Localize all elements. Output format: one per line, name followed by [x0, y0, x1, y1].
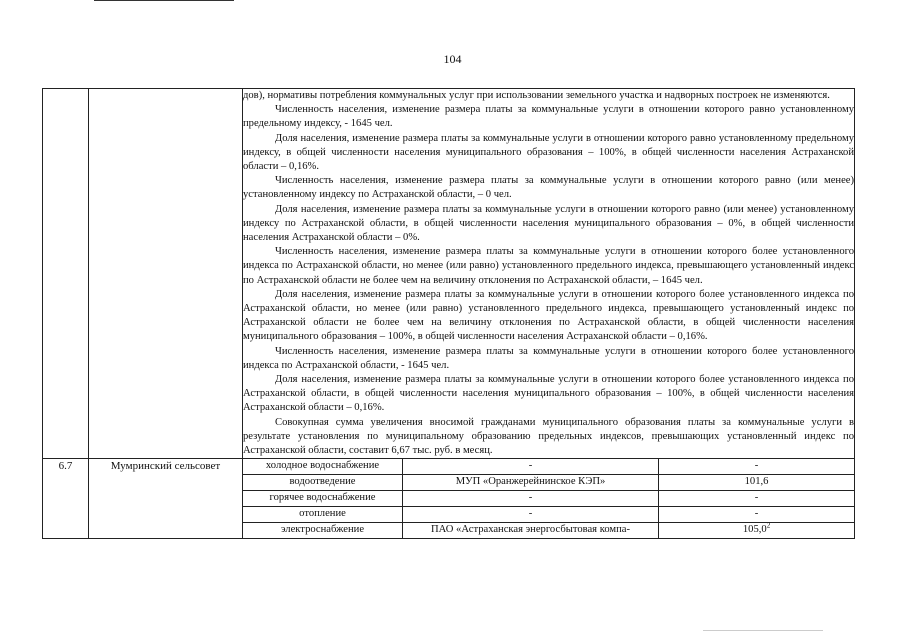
paragraph: Доля населения, изменение размера платы за коммунальные услуги в отношении которого более установленного индекса по Астраханской области, в общей численности населения муниципального образования – 100%, в общей численности населения Астраханской области – 0,16%.: [243, 374, 855, 414]
municipality-name: Мумринский сельсовет: [89, 459, 243, 539]
index-value-cell: [659, 523, 855, 539]
bottom-mark: [703, 630, 823, 631]
paragraph: Доля населения, изменение размера платы за коммунальные услуги в отношении которого более установленного индекса по Астраханской области, но менее (или равно) установленного предельного индекса, превышающего установленный индекс по Астраханской области не более чем на величину отклонения по Астраханской области, в общей численности населения муниципального образования – 100%, в общей численности населения Астраханской области – 0,16%.: [243, 288, 855, 343]
paragraph: Численность населения, изменение размера платы за коммунальные услуги в отношении которого равно установленному предельному индексу, - 1645 чел.: [243, 104, 855, 130]
index-value: -: [659, 459, 855, 475]
page-number: 104: [443, 52, 462, 66]
provider-name: МУП «Оранжерейнинское КЭП»: [403, 475, 659, 491]
service-name: электроснабжение: [243, 523, 403, 539]
paragraph: Совокупная сумма увеличения вносимой гражданами муниципального образования платы за коммунальные услуги в результате установления по муниципальному образованию предельных индексов, превышающих установленный индекс по Астраханской области, составит 6,67 тыс. руб. в месяц.: [243, 416, 855, 457]
paragraph: Численность населения, изменение размера платы за коммунальные услуги в отношении которого более установленного индекса по Астраханской области, - 1645 чел.: [243, 345, 855, 371]
paragraph: Доля населения, изменение размера платы за коммунальные услуги в отношении которого равно установленному предельному индексу, в общей численности населения муниципального образования – 100%, в общей численности населения Астраханской области – 0,16%.: [243, 132, 855, 173]
prose-cell: [243, 89, 855, 459]
service-name: горячее водоснабжение: [243, 491, 403, 507]
index-value: -: [659, 507, 855, 523]
paragraph: Численность населения, изменение размера платы за коммунальные услуги в отношении которого более установленного индекса по Астраханской области, но менее (или равно) установленного предельного индекса, превышающего установленный индекс по Астраханской области не более чем на величину отклонения по Астраханской области, – 1645 чел.: [243, 246, 855, 286]
index-value: -: [659, 491, 855, 507]
prose-row: [43, 89, 855, 459]
paragraph: дов), нормативы потребления коммунальных услуг при использовании земельного участка и надворных построек не изменяются.: [243, 90, 830, 101]
service-row: [43, 459, 855, 475]
service-name: холодное водоснабжение: [243, 459, 403, 475]
paragraph: Доля населения, изменение размера платы за коммунальные услуги в отношении которого равно (или менее) установленному индексу по Астраханской области, в общей численности населения муниципального образования – 0%, в общей численности населения Астраханской области – 0%.: [243, 203, 855, 244]
index-value: 101,6: [659, 475, 855, 491]
provider-name: -: [403, 507, 659, 523]
empty-num-cell: [43, 89, 89, 459]
paragraph: Численность населения, изменение размера платы за коммунальные услуги в отношении которого равно (или менее) установленному индексу по Астраханской области, – 0 чел.: [243, 175, 855, 201]
tariff-table: [42, 88, 855, 539]
header-rule: [94, 0, 234, 1]
footnote-marker: 2: [766, 522, 771, 530]
row-number: 6.7: [43, 459, 89, 539]
provider-name: ПАО «Астраханская энергосбытовая компа-: [403, 523, 659, 539]
index-value: 105,0: [742, 524, 767, 536]
provider-name: -: [403, 491, 659, 507]
service-name: отопление: [243, 507, 403, 523]
provider-name: -: [403, 459, 659, 475]
service-name: водоотведение: [243, 475, 403, 491]
empty-name-cell: [89, 89, 243, 459]
